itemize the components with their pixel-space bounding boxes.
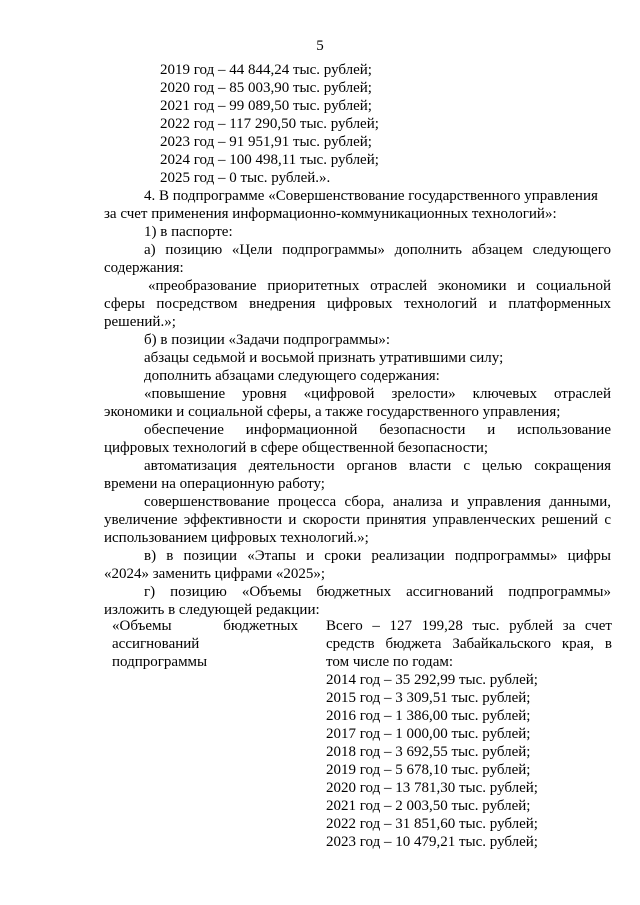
- table-year-line: 2018 год – 3 692,55 тыс. рублей;: [326, 744, 531, 760]
- paragraph-line: а) позицию «Цели подпрограммы» дополнить абзацем следующего: [144, 242, 611, 258]
- paragraph-line: решений.»;: [104, 314, 176, 330]
- page-number: 5: [316, 38, 324, 54]
- paragraph-line: изложить в следующей редакции:: [104, 602, 320, 618]
- top-year-line: 2022 год – 117 290,50 тыс. рублей;: [160, 116, 379, 132]
- top-year-line: 2021 год – 99 089,50 тыс. рублей;: [160, 98, 372, 114]
- table-year-line: 2017 год – 1 000,00 тыс. рублей;: [326, 726, 531, 742]
- table-right-line: средств бюджета Забайкальского края, в: [326, 636, 612, 652]
- paragraph-line: увеличение эффективности и скорости принятия управленческих решений с: [104, 512, 611, 528]
- paragraph-line: цифровых технологий в сфере общественной безопасности;: [104, 440, 489, 456]
- table-year-line: 2019 год – 5 678,10 тыс. рублей;: [326, 762, 531, 778]
- table-right-line: Всего – 127 199,28 тыс. рублей за счет: [326, 618, 612, 634]
- table-year-line: 2021 год – 2 003,50 тыс. рублей;: [326, 798, 531, 814]
- paragraph-line: за счет применения информационно-коммуникационных технологий»:: [104, 206, 557, 222]
- paragraph-line: абзацы седьмой и восьмой признать утратившими силу;: [144, 350, 504, 366]
- table-left-label-line: подпрограммы: [112, 654, 208, 670]
- top-year-line: 2025 год – 0 тыс. рублей.».: [160, 170, 331, 186]
- paragraph-line: экономики и социальной сферы, а также государственного управления;: [104, 404, 561, 420]
- paragraph-line: б) в позиции «Задачи подпрограммы»:: [144, 332, 390, 348]
- paragraph-line: «повышение уровня «цифровой зрелости» ключевых отраслей: [144, 386, 611, 402]
- table-right-line: том числе по годам:: [326, 654, 454, 670]
- table-left-label-line: «Объемы бюджетных: [112, 618, 298, 634]
- table-year-line: 2016 год – 1 386,00 тыс. рублей;: [326, 708, 531, 724]
- paragraph-line: в) в позиции «Этапы и сроки реализации подпрограммы» цифры: [144, 548, 611, 564]
- paragraph-line: совершенствование процесса сбора, анализа и управления данными,: [144, 494, 611, 510]
- top-year-line: 2023 год – 91 951,91 тыс. рублей;: [160, 134, 372, 150]
- paragraph-line: 1) в паспорте:: [144, 224, 233, 240]
- table-year-line: 2015 год – 3 309,51 тыс. рублей;: [326, 690, 531, 706]
- table-year-line: 2020 год – 13 781,30 тыс. рублей;: [326, 780, 538, 796]
- paragraph-line: «2024» заменить цифрами «2025»;: [104, 566, 326, 582]
- paragraph-line: времени на операционную работу;: [104, 476, 325, 492]
- paragraph-line: автоматизация деятельности органов власти с целью сокращения: [144, 458, 611, 474]
- table-year-line: 2023 год – 10 479,21 тыс. рублей;: [326, 834, 538, 850]
- paragraph-line: «преобразование приоритетных отраслей экономики и социальной: [148, 278, 611, 294]
- paragraph-line: г) позицию «Объемы бюджетных ассигнований подпрограммы»: [144, 584, 611, 600]
- paragraph-line: использованием цифровых технологий.»;: [104, 530, 369, 546]
- paragraph-line: содержания:: [104, 260, 184, 276]
- top-year-line: 2024 год – 100 498,11 тыс. рублей;: [160, 152, 379, 168]
- table-left-label-line: ассигнований: [112, 636, 200, 652]
- top-year-line: 2019 год – 44 844,24 тыс. рублей;: [160, 62, 372, 78]
- paragraph-line: сферы посредством внедрения цифровых технологий и платформенных: [104, 296, 611, 312]
- paragraph-line: 4. В подпрограмме «Совершенствование государственного управления: [144, 188, 598, 204]
- table-year-line: 2014 год – 35 292,99 тыс. рублей;: [326, 672, 538, 688]
- paragraph-line: обеспечение информационной безопасности и использование: [144, 422, 611, 438]
- top-year-line: 2020 год – 85 003,90 тыс. рублей;: [160, 80, 372, 96]
- table-year-line: 2022 год – 31 851,60 тыс. рублей;: [326, 816, 538, 832]
- paragraph-line: дополнить абзацами следующего содержания:: [144, 368, 440, 384]
